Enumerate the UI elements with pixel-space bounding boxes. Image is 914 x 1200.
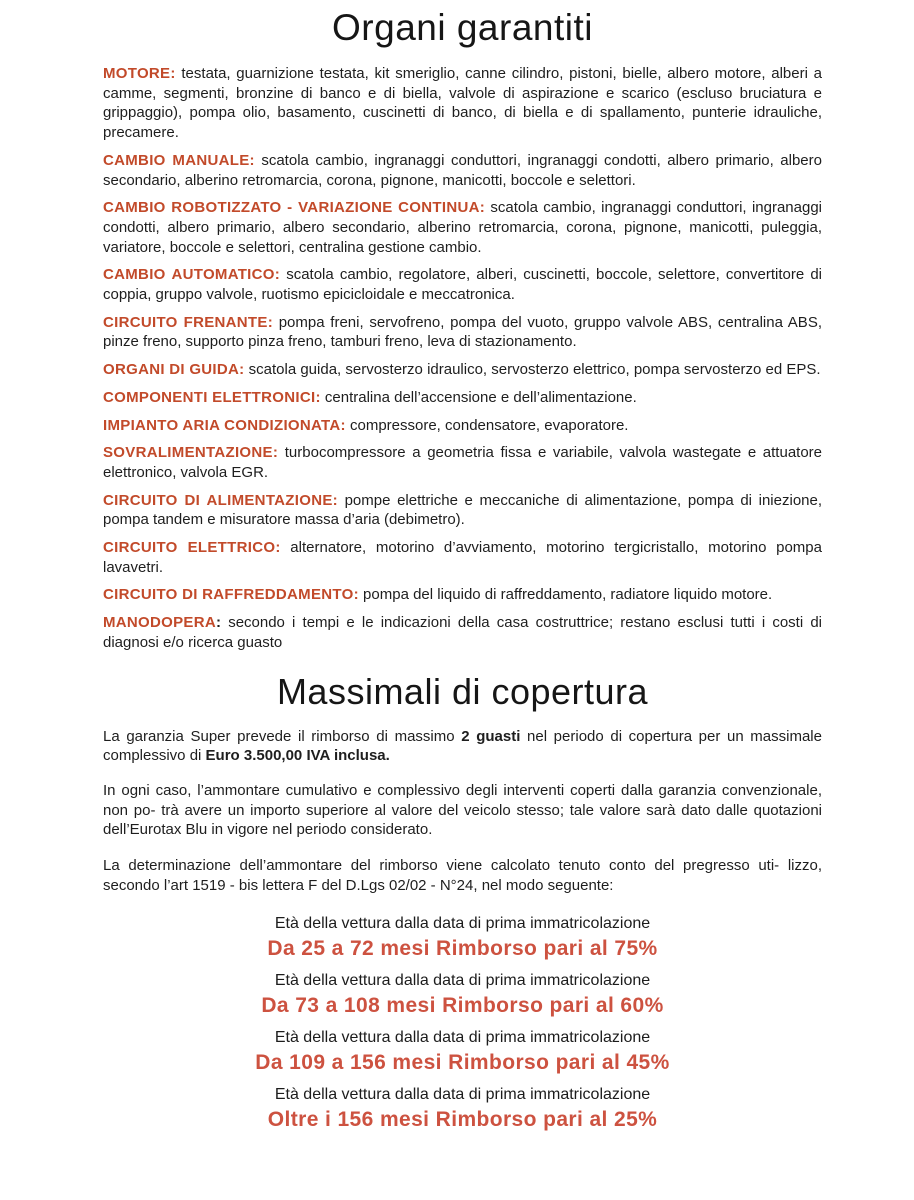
section-text: turbocompressore a geometria fissa e variabile, valvola wastegate e attuatore elettronico, valvola EGR. [103,444,823,481]
section-colon: : [340,416,346,434]
paragraph-text: La garanzia Super prevede il rimborso di massimo [103,727,462,745]
section-text: centralina dell’accensione e dell’alimentazione. [324,388,637,406]
refund-percentage-line: Da 25 a 72 mesi Rimborso pari al 75% [267,936,658,960]
section-label: CAMBIO ROBOTIZZATO - VARIAZIONE CONTINUA [103,199,480,217]
vehicle-age-label: Età della vettura dalla data di prima immatricolazione [274,914,651,932]
section-circuito-di-raffreddamento [103,585,822,605]
section-text: scatola cambio, ingranaggi conduttori, ingranaggi condotti, albero primario, albero secondario, alberino retromarcia, corona, pignone, manicotti, boccole e selettori. [103,151,822,189]
section-colon: : [239,361,245,379]
vehicle-age-label: Età della vettura dalla data di prima immatricolazione [274,1028,651,1046]
section-text: scatola cambio, ingranaggi conduttori, ingranaggi condotti, albero primario, albero secondario, alberino retromarcia, corona, pignone, manicotti, puleggia, variatore, boccole e selettori, centralina gestione cambio. [103,199,823,256]
section-text: pompa del liquido di raffreddamento, radiatore liquido motore. [363,586,773,604]
page-title-massimali-di-copertura: Massimali di copertura [276,670,649,712]
section-text: scatola guida, servosterzo idraulico, servosterzo elettrico, pompa servosterzo ed EPS. [248,361,821,379]
section-colon: : [249,151,255,169]
section-text: secondo i tempi e le indicazioni della casa costruttrice; restano esclusi tutti i costi di diagnosi e/o ricerca guasto [103,614,823,651]
section-circuito-elettrico [103,538,822,577]
rimborso-row-75 [103,914,822,962]
massimali-paragraph-eurotax: In ogni caso, l’ammontare cumulativo e complessivo degli interventi coperti dalla garanzia convenzionale, non po- trà avere un importo superiore al valore del veicolo stesso; tale valore sarà dato dalle quotazioni dell’Eurotax Blu in vigore nel periodo considerato. [103,781,822,839]
section-label: CIRCUITO DI ALIMENTAZIONE [103,491,333,509]
section-circuito-di-alimentazione [103,491,822,530]
paragraph-text: nel periodo di copertura per un massimale complessivo di [103,727,822,765]
section-colon: : [267,313,273,331]
bold-guasti: 2 guasti [461,727,521,745]
section-organi-di-guida [103,360,822,380]
rimborso-row-60 [103,971,822,1019]
section-circuito-frenante [103,313,822,352]
rimborso-row-45 [103,1028,822,1076]
section-text: compressore, condensatore, evaporatore. [349,416,629,434]
vehicle-age-label: Età della vettura dalla data di prima immatricolazione [274,971,651,989]
section-label: SOVRALIMENTAZIONE [103,444,273,462]
section-cambio-manuale [103,151,822,190]
section-label: MOTORE [103,65,171,82]
section-label: MANODOPERA [103,614,217,632]
section-colon: : [170,65,176,82]
section-colon: : [353,586,359,604]
section-cambio-automatico [103,265,822,304]
section-label: IMPIANTO ARIA CONDIZIONATA [103,416,341,434]
section-colon: : [216,614,222,632]
section-colon: : [272,444,279,462]
section-cambio-robotizzato [103,198,822,257]
section-label: COMPONENTI ELETTRONICI [103,388,316,406]
section-motore [103,64,822,143]
section-colon: : [274,266,281,284]
section-label: CIRCUITO DI RAFFREDDAMENTO [103,586,354,604]
section-manodopera [103,613,822,652]
section-text: scatola cambio, regolatore, alberi, cuscinetti, boccole, selettore, convertitore di coppia, gruppo valvole, ruotismo epicicloidale e meccatronica. [103,266,823,304]
section-colon: : [275,539,281,557]
section-label: CAMBIO MANUALE [103,151,250,169]
massimali-paragraph-guasti [103,727,822,766]
refund-percentage-line: Da 109 a 156 mesi Rimborso pari al 45% [255,1050,670,1074]
page-title-organi-garantiti: Organi garantiti [332,7,593,48]
section-text: pompe elettriche e meccaniche di alimentazione, pompa di iniezione, pompa tandem e misuratore massa d’aria (debimetro). [103,491,823,529]
bold-euro-massimale: Euro 3.500,00 IVA inclusa. [205,747,390,765]
section-label: ORGANI DI GUIDA [103,361,240,379]
section-componenti-elettronici [103,388,822,408]
refund-percentage-line: Da 73 a 108 mesi Rimborso pari al 60% [261,993,664,1017]
vehicle-age-label: Età della vettura dalla data di prima immatricolazione [274,1085,651,1103]
section-text: pompa freni, servofreno, pompa del vuoto, gruppo valvole ABS, centralina ABS, pinze freno, supporto pinza freno, tamburi freno, leva di stazionamento. [103,313,822,351]
section-text: testata, guarnizione testata, kit smeriglio, canne cilindro, pistoni, bielle, albero motore, alberi a camme, segmenti, bronzine di banco e di biella, valvole di aspirazione e scarico (escluso bruciatura e grippaggio), pompa olio, basamento, cuscinetti di banco, di biella e di spallamento, punterie idrauliche, precamere. [103,65,823,142]
refund-percentage-line: Oltre i 156 mesi Rimborso pari al 25% [267,1107,658,1131]
section-sovralimentazione [103,443,822,482]
section-colon: : [479,199,486,217]
section-label: CIRCUITO ELETTRICO [103,539,276,557]
section-colon: : [315,388,321,406]
massimali-paragraph-determinazione: La determinazione dell’ammontare del rimborso viene calcolato tenuto conto del pregresso uti- lizzo, secondo l’art 1519 - bis lettera F del D.Lgs 02/02 - N°24, nel modo seguente: [103,857,822,894]
section-impianto-aria-condizionata [103,416,822,436]
section-text: alternatore, motorino d’avviamento, motorino tergicristallo, motorino pompa lavavetri. [103,539,822,576]
section-colon: : [332,491,338,509]
rimborso-row-25 [103,1085,822,1133]
section-label: CAMBIO AUTOMATICO [103,266,275,284]
section-label: CIRCUITO FRENANTE [103,313,268,331]
